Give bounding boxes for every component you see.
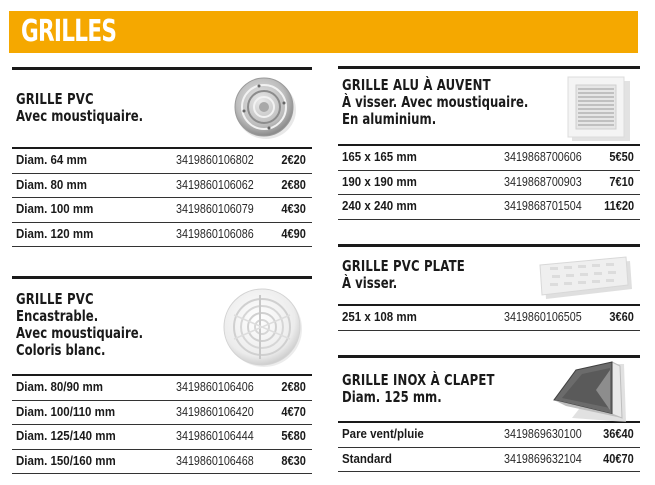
ean-code: 3419869630100 <box>504 427 582 441</box>
ean-code: 3419860106086 <box>176 226 254 241</box>
stainless-flap-vent-icon <box>552 360 632 424</box>
table-row <box>12 149 312 174</box>
ean-code: 3419868701504 <box>504 199 582 213</box>
variant-size: 190 x 190 mm <box>342 174 417 189</box>
product-card-grille-pvc-encastrable <box>12 276 312 474</box>
variant-size: Diam. 100/110 mm <box>16 404 116 419</box>
price: 2€20 <box>281 153 306 167</box>
table-row <box>338 195 640 220</box>
table-row <box>12 450 312 475</box>
product-description: Encastrable. <box>16 307 99 325</box>
variant-size: 251 x 108 mm <box>342 310 417 324</box>
price: 5€50 <box>609 150 634 164</box>
product-description: En aluminium. <box>342 110 437 128</box>
table-row <box>12 198 312 223</box>
variant-type: Standard <box>342 451 392 466</box>
price: 7€10 <box>609 174 634 189</box>
table-row <box>12 223 312 248</box>
product-card-grille-pvc <box>12 67 312 247</box>
product-title: GRILLE PVC <box>16 290 94 308</box>
ean-code: 3419860106802 <box>176 153 254 167</box>
table-row <box>338 146 640 171</box>
round-vent-white-icon <box>220 285 304 369</box>
product-title: GRILLE INOX À CLAPET <box>342 371 495 389</box>
variant-size: Diam. 120 mm <box>16 226 94 241</box>
product-description: Coloris blanc. <box>16 341 106 359</box>
price: 4€90 <box>281 226 306 241</box>
table-row <box>12 376 312 401</box>
table-row <box>338 171 640 196</box>
product-title: GRILLE ALU À AUVENT <box>342 76 491 94</box>
product-title: GRILLE PVC <box>16 90 94 108</box>
product-description: À visser. <box>342 274 398 292</box>
variant-size: Diam. 64 mm <box>16 153 87 167</box>
variant-size: Diam. 100 mm <box>16 202 94 216</box>
product-description: À visser. Avec moustiquaire. <box>342 93 529 111</box>
table-row <box>12 174 312 199</box>
table-row <box>338 448 640 473</box>
price: 40€70 <box>603 451 634 466</box>
ean-code: 3419860106444 <box>176 429 254 443</box>
price: 4€70 <box>281 404 306 419</box>
price: 36€40 <box>603 427 634 441</box>
product-card-grille-alu-auvent <box>338 66 640 220</box>
price: 3€60 <box>609 310 634 324</box>
product-description: Diam. 125 mm. <box>342 388 442 406</box>
price: 11€20 <box>604 199 634 213</box>
price: 2€80 <box>281 380 306 394</box>
flat-rectangular-vent-icon <box>538 255 634 301</box>
variant-type: Pare vent/pluie <box>342 427 424 441</box>
ean-code: 3419860106420 <box>176 404 254 419</box>
ean-code: 3419860106062 <box>176 177 254 192</box>
variant-table <box>338 304 640 331</box>
variant-size: Diam. 80 mm <box>16 177 87 192</box>
table-row <box>12 425 312 450</box>
variant-size: 165 x 165 mm <box>342 150 417 164</box>
ean-code: 3419860106079 <box>176 202 254 216</box>
variant-table <box>12 374 312 474</box>
table-row <box>338 423 640 448</box>
product-card-grille-pvc-plate <box>338 244 640 331</box>
product-card-grille-inox-clapet <box>338 355 640 472</box>
round-vent-grey-icon <box>231 74 297 140</box>
variant-size: Diam. 80/90 mm <box>16 380 103 394</box>
price: 4€30 <box>281 202 306 216</box>
variant-table <box>338 144 640 220</box>
ean-code: 3419860106406 <box>176 380 254 394</box>
ean-code: 3419860106505 <box>504 310 582 324</box>
product-title: GRILLE PVC PLATE <box>342 257 465 275</box>
price: 8€30 <box>281 453 306 468</box>
ean-code: 3419869632104 <box>504 451 582 466</box>
variant-size: Diam. 125/140 mm <box>16 429 116 443</box>
section-banner <box>9 11 638 53</box>
variant-table <box>338 421 640 472</box>
table-row <box>12 401 312 426</box>
product-description: Avec moustiquaire. <box>16 107 144 125</box>
variant-size: 240 x 240 mm <box>342 199 417 213</box>
product-description: Avec moustiquaire. <box>16 324 144 342</box>
variant-size: Diam. 150/160 mm <box>16 453 116 468</box>
ean-code: 3419860106468 <box>176 453 254 468</box>
square-louvre-vent-icon <box>566 75 632 143</box>
ean-code: 3419868700606 <box>504 150 582 164</box>
price: 2€80 <box>281 177 306 192</box>
ean-code: 3419868700903 <box>504 174 582 189</box>
variant-table <box>12 147 312 247</box>
price: 5€80 <box>281 429 306 443</box>
table-row <box>338 306 640 331</box>
section-title: GRILLES <box>21 14 117 49</box>
